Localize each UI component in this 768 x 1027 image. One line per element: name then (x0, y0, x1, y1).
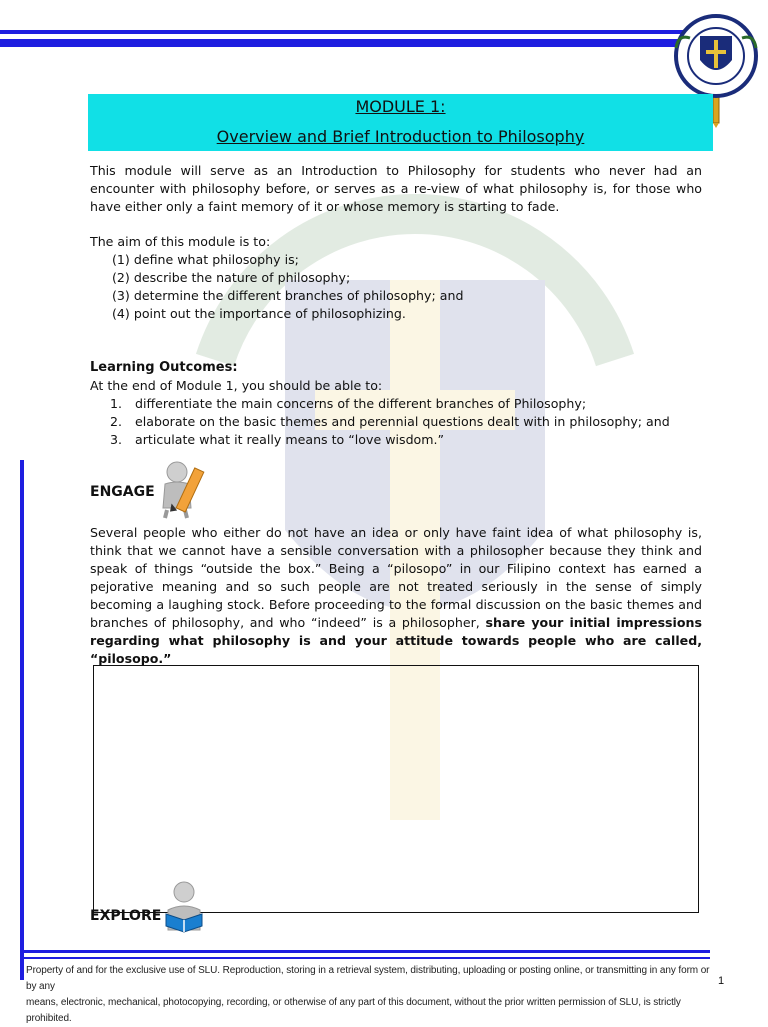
list-item (90, 431, 702, 449)
footer-rule (20, 950, 710, 959)
outcomes-heading: Learning Outcomes: (90, 360, 238, 375)
intro-text: This module will serve as an Introduction to Philosophy for students who never had an encounter with philosophy before, or serves as a re-view of what philosophy is, for those who have either only a faint memory of it or whose memory is starting to fade. (90, 163, 702, 214)
list-text: articulate what it really means to “love wisdom.” (135, 432, 445, 447)
list-item: (2) describe the nature of philosophy; (112, 270, 351, 285)
module-subtitle: Overview and Brief Introduction to Philosophy (216, 127, 585, 146)
aim-section (90, 233, 702, 323)
outcomes-section (90, 359, 702, 449)
reader-book-icon (160, 880, 210, 938)
list-item: (3) determine the different branches of philosophy; and (112, 288, 464, 303)
list-text: differentiate the main concerns of the different branches of Philosophy; (135, 396, 587, 411)
copyright-line-1: Property of and for the exclusive use of SLU. Reproduction, storing in a retrieval system, distributing, uploading or posting online, or transmitting in any form or by any (26, 965, 710, 992)
list-number: 3. (110, 432, 123, 447)
outcomes-list (90, 395, 702, 449)
footer-rule-top (20, 950, 710, 953)
page-number: 1 (718, 975, 725, 987)
list-number: 1. (110, 396, 123, 411)
outcomes-lead: At the end of Module 1, you should be able to: (90, 378, 383, 393)
engage-text: Several people who either do not have an idea or only have faint idea of what philosophy is, think that we cannot have a sensible conversation with a philosopher because they think and speak of things “outside the box.” Being a “pilosopo” in our Filipino context has earned a pejorative meaning and so such people are not treated seriously in the sense of simply becoming a laughing stock. Before proceeding to the formal discussion on the basic themes and branches of philosophy, and who “indeed” is a philosopher, (90, 525, 702, 630)
aim-lead: The aim of this module is to: (90, 234, 271, 249)
explore-heading: EXPLORE (90, 908, 162, 924)
module-banner (88, 94, 713, 151)
header-rule (0, 30, 690, 50)
aim-list (90, 251, 702, 323)
footer-rule-bottom (20, 957, 710, 959)
header-rule-thick (0, 39, 690, 47)
list-item (90, 413, 702, 431)
copyright-line-2: means, electronic, mechanical, photocopying, recording, or otherwise of any part of this document, without the prior written permission of SLU, is strictly prohibited. (26, 997, 681, 1024)
left-margin-rule (20, 460, 24, 980)
engage-paragraph (90, 524, 702, 668)
engage-heading: ENGAGE (90, 484, 155, 500)
answer-box[interactable] (93, 665, 699, 913)
list-number: 2. (110, 414, 123, 429)
copyright-notice (26, 963, 714, 1027)
list-item (90, 395, 702, 413)
intro-paragraph (90, 162, 702, 216)
header-rule-thin (0, 30, 690, 34)
thinker-pencil-icon (155, 460, 210, 520)
engage-bold-text: share your initial impressions regarding what philosophy is and your attitude towards people who are called, “pilosopo.” (90, 615, 702, 666)
list-item: (4) point out the importance of philosophizing. (112, 306, 406, 321)
module-title: MODULE 1: (355, 97, 446, 116)
list-item: (1) define what philosophy is; (112, 252, 299, 267)
list-text: elaborate on the basic themes and perennial questions dealt with in philosophy; and (135, 414, 670, 429)
